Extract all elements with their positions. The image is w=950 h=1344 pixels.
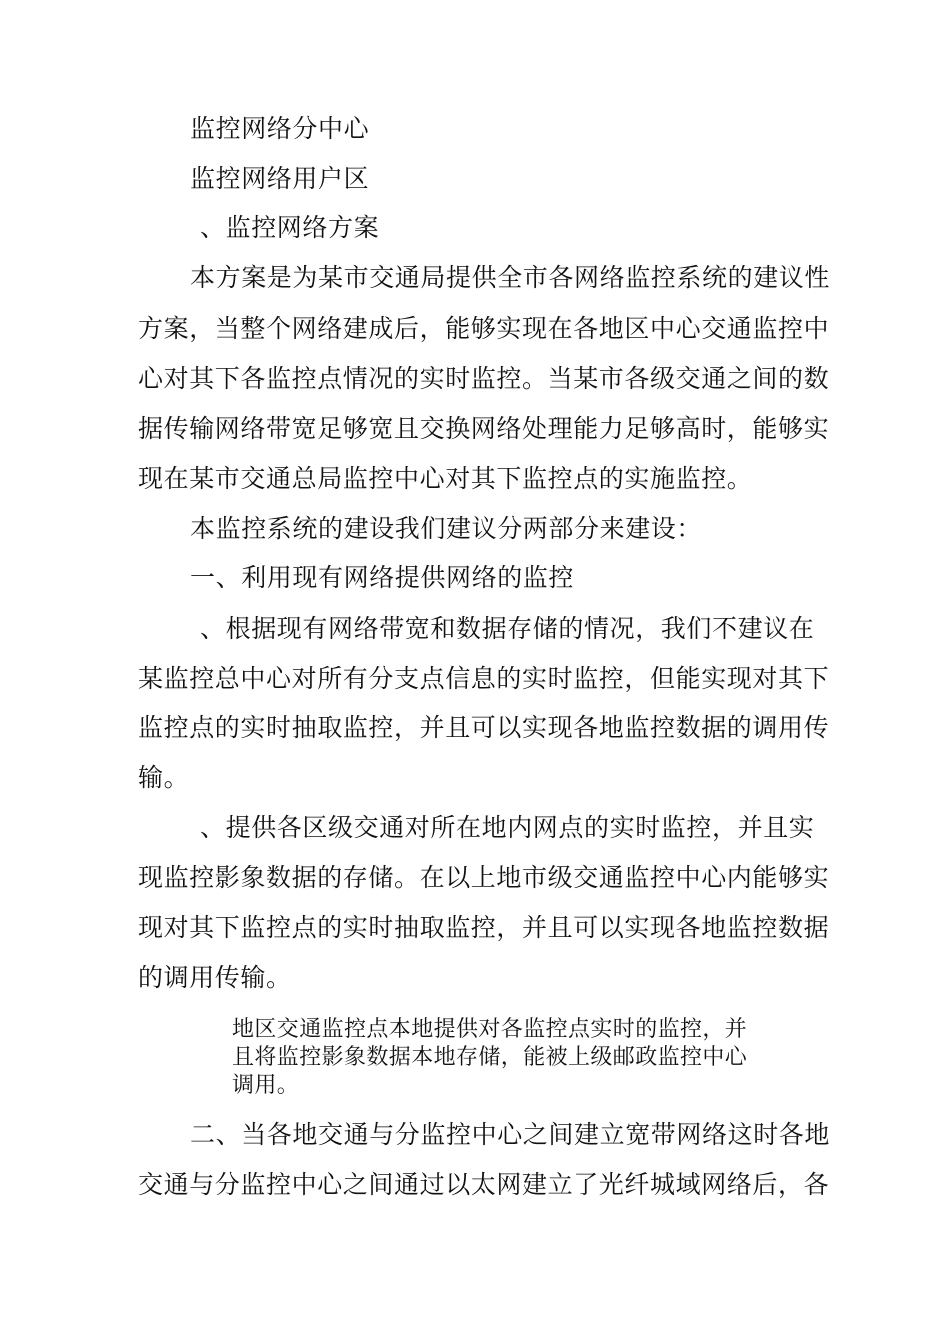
paragraph1-line: 本方案是为某市交通局提供全市各网络监控系统的建议性 — [190, 263, 831, 292]
item3-block — [232, 1016, 832, 1100]
item2-line: 、提供各区级交通对所在地内网点的实时监控，并且实 — [200, 813, 815, 842]
paragraph1-line: 心对其下各监控点情况的实时监控。当某市各级交通之间的数 — [138, 364, 830, 393]
item2-line: 现监控影象数据的存储。在以上地市级交通监控中心内能够实 — [138, 863, 830, 892]
item3-line: 调用。 — [232, 1073, 300, 1098]
paragraph1-line: 据传输网络带宽足够宽且交换网络处理能力足够高时，能够实 — [138, 414, 830, 443]
paragraph1-line: 方案，当整个网络建成后，能够实现在各地区中心交通监控中 — [138, 314, 830, 343]
section2-line: 交通与分监控中心之间通过以太网建立了光纤城域网络后，各 — [138, 1170, 830, 1199]
item1-line: 监控点的实时抽取监控，并且可以实现各地监控数据的调用传 — [138, 713, 830, 742]
item1-line: 某监控总中心对所有分支点信息的实时监控，但能实现对其下 — [138, 664, 830, 693]
item1-line: 、根据现有网络带宽和数据存储的情况，我们不建议在 — [200, 614, 815, 643]
heading-plan-title: 、监控网络方案 — [200, 213, 380, 242]
item3-line: 地区交通监控点本地提供对各监控点实时的监控，并 — [232, 1017, 748, 1042]
item1-line: 输。 — [138, 763, 190, 792]
heading-user-area: 监控网络用户区 — [190, 164, 370, 193]
paragraph1-line: 现在某市交通总局监控中心对其下监控点的实施监控。 — [138, 464, 753, 493]
paragraph2: 本监控系统的建设我们建议分两部分来建设： — [190, 514, 703, 543]
item2-line: 现对其下监控点的实时抽取监控，并且可以实现各地监控数据 — [138, 913, 830, 942]
section1-title: 一、利用现有网络提供网络的监控 — [190, 563, 575, 592]
item2-line: 的调用传输。 — [138, 963, 292, 992]
heading-sub-center: 监控网络分中心 — [190, 114, 370, 143]
item3-line: 且将监控影象数据本地存储，能被上级邮政监控中心 — [232, 1045, 748, 1070]
section2-line: 二、当各地交通与分监控中心之间建立宽带网络这时各地 — [190, 1120, 831, 1149]
